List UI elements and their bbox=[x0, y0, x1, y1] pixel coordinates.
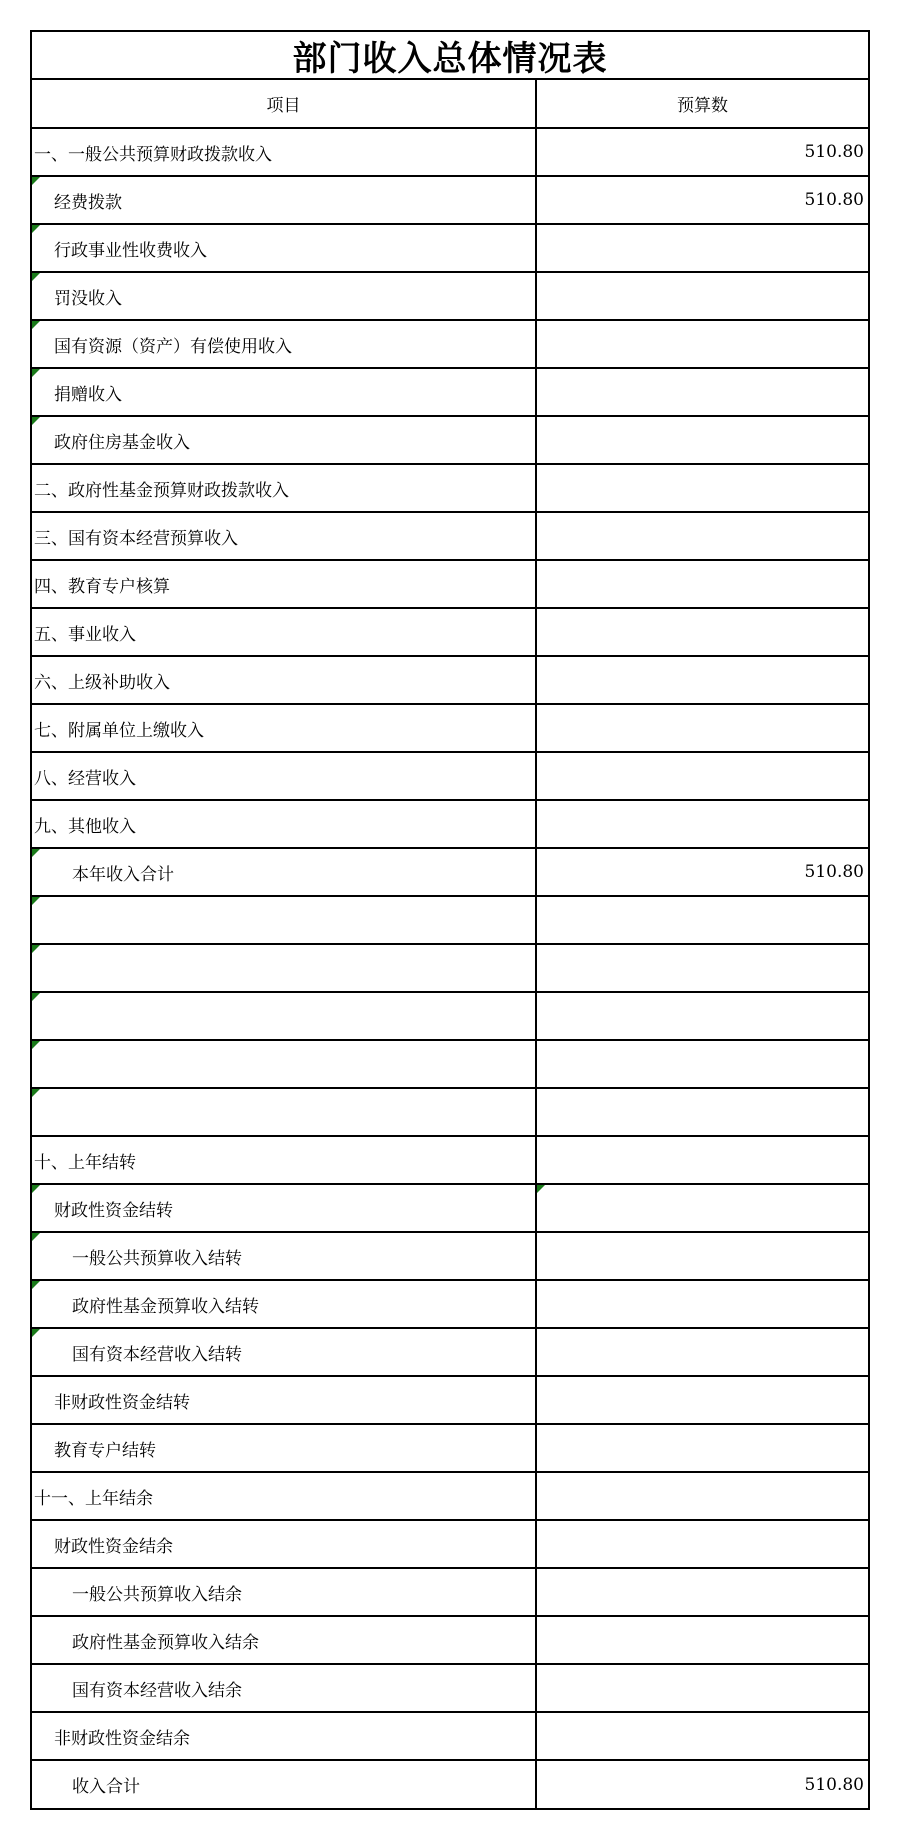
table-row bbox=[32, 848, 868, 896]
table-row bbox=[32, 1568, 868, 1616]
row-value-cell[interactable] bbox=[536, 1232, 868, 1280]
row-item-label[interactable]: 一般公共预算收入结余 bbox=[32, 1568, 536, 1616]
table-row bbox=[32, 1712, 868, 1760]
row-value-cell[interactable]: 510.80 bbox=[536, 128, 868, 176]
row-item-label[interactable]: 政府性基金预算收入结余 bbox=[32, 1616, 536, 1664]
table-row bbox=[32, 128, 868, 176]
row-value-cell[interactable] bbox=[536, 1712, 868, 1760]
table-row bbox=[32, 800, 868, 848]
row-value-cell[interactable] bbox=[536, 896, 868, 944]
row-item-label[interactable] bbox=[32, 1040, 536, 1088]
row-item-label[interactable]: 非财政性资金结转 bbox=[32, 1376, 536, 1424]
table-row bbox=[32, 1184, 868, 1232]
row-value-cell[interactable]: 510.80 bbox=[536, 176, 868, 224]
table-row bbox=[32, 1040, 868, 1088]
table-row bbox=[32, 416, 868, 464]
table-row bbox=[32, 1424, 868, 1472]
row-item-label[interactable] bbox=[32, 1088, 536, 1136]
row-value-cell[interactable] bbox=[536, 464, 868, 512]
row-item-label[interactable]: 九、其他收入 bbox=[32, 800, 536, 848]
row-value-cell[interactable] bbox=[536, 1472, 868, 1520]
row-item-label[interactable]: 本年收入合计 bbox=[32, 848, 536, 896]
row-value-cell[interactable] bbox=[536, 272, 868, 320]
row-item-label[interactable]: 一、一般公共预算财政拨款收入 bbox=[32, 128, 536, 176]
row-item-label[interactable] bbox=[32, 896, 536, 944]
row-value-cell[interactable] bbox=[536, 512, 868, 560]
row-item-label[interactable]: 捐赠收入 bbox=[32, 368, 536, 416]
table-row bbox=[32, 1616, 868, 1664]
table-row bbox=[32, 272, 868, 320]
row-item-label[interactable]: 国有资本经营收入结转 bbox=[32, 1328, 536, 1376]
row-item-label[interactable]: 六、上级补助收入 bbox=[32, 656, 536, 704]
column-header-value: 预算数 bbox=[536, 80, 868, 128]
row-item-label[interactable]: 国有资源（资产）有偿使用收入 bbox=[32, 320, 536, 368]
table-row bbox=[32, 1232, 868, 1280]
table-row bbox=[32, 176, 868, 224]
row-item-label[interactable]: 收入合计 bbox=[32, 1760, 536, 1808]
row-item-label[interactable]: 非财政性资金结余 bbox=[32, 1712, 536, 1760]
row-item-label[interactable]: 财政性资金结余 bbox=[32, 1520, 536, 1568]
row-value-cell[interactable] bbox=[536, 1664, 868, 1712]
row-value-cell[interactable] bbox=[536, 1376, 868, 1424]
table-row bbox=[32, 1472, 868, 1520]
row-value-cell[interactable] bbox=[536, 944, 868, 992]
row-value-cell[interactable] bbox=[536, 1520, 868, 1568]
row-value-cell[interactable] bbox=[536, 1568, 868, 1616]
row-item-label[interactable]: 财政性资金结转 bbox=[32, 1184, 536, 1232]
table-row bbox=[32, 608, 868, 656]
table-row bbox=[32, 1088, 868, 1136]
row-value-cell[interactable] bbox=[536, 656, 868, 704]
row-item-label[interactable]: 二、政府性基金预算财政拨款收入 bbox=[32, 464, 536, 512]
row-item-label[interactable]: 行政事业性收费收入 bbox=[32, 224, 536, 272]
row-item-label[interactable]: 八、经营收入 bbox=[32, 752, 536, 800]
table-row bbox=[32, 1376, 868, 1424]
row-item-label[interactable]: 政府性基金预算收入结转 bbox=[32, 1280, 536, 1328]
table-row bbox=[32, 1328, 868, 1376]
income-table bbox=[32, 80, 868, 1808]
row-item-label[interactable]: 国有资本经营收入结余 bbox=[32, 1664, 536, 1712]
row-value-cell[interactable] bbox=[536, 992, 868, 1040]
row-item-label[interactable]: 七、附属单位上缴收入 bbox=[32, 704, 536, 752]
table-row bbox=[32, 368, 868, 416]
table-row bbox=[32, 752, 868, 800]
table-row bbox=[32, 512, 868, 560]
row-value-cell[interactable] bbox=[536, 560, 868, 608]
table-row bbox=[32, 224, 868, 272]
row-value-cell[interactable] bbox=[536, 224, 868, 272]
table-row bbox=[32, 896, 868, 944]
row-item-label[interactable]: 四、教育专户核算 bbox=[32, 560, 536, 608]
row-value-cell[interactable] bbox=[536, 1040, 868, 1088]
table-row bbox=[32, 560, 868, 608]
row-value-cell[interactable]: 510.80 bbox=[804, 1774, 864, 1795]
table-row bbox=[32, 320, 868, 368]
table-row bbox=[32, 944, 868, 992]
row-item-label[interactable]: 三、国有资本经营预算收入 bbox=[32, 512, 536, 560]
row-value-cell[interactable] bbox=[536, 1328, 868, 1376]
row-item-label[interactable] bbox=[32, 944, 536, 992]
row-item-label[interactable]: 罚没收入 bbox=[32, 272, 536, 320]
row-value-cell[interactable] bbox=[536, 1280, 868, 1328]
table-row bbox=[32, 1760, 868, 1808]
row-value-cell[interactable] bbox=[536, 608, 868, 656]
row-item-label[interactable]: 十一、上年结余 bbox=[32, 1472, 536, 1520]
row-value-cell[interactable]: 510.80 bbox=[536, 848, 868, 896]
row-value-cell[interactable] bbox=[536, 704, 868, 752]
row-item-label[interactable]: 政府住房基金收入 bbox=[32, 416, 536, 464]
header-row bbox=[32, 80, 868, 128]
row-value-cell[interactable] bbox=[536, 416, 868, 464]
table-row bbox=[32, 464, 868, 512]
row-value-cell[interactable] bbox=[536, 800, 868, 848]
row-value-cell[interactable] bbox=[536, 752, 868, 800]
row-item-label[interactable]: 五、事业收入 bbox=[32, 608, 536, 656]
table-row bbox=[32, 1280, 868, 1328]
table-row bbox=[32, 992, 868, 1040]
row-item-label[interactable]: 一般公共预算收入结转 bbox=[32, 1232, 536, 1280]
row-item-label[interactable]: 十、上年结转 bbox=[32, 1136, 536, 1184]
row-item-label[interactable] bbox=[32, 992, 536, 1040]
row-value-cell[interactable] bbox=[536, 1088, 868, 1136]
table-row bbox=[32, 656, 868, 704]
table-row bbox=[32, 1664, 868, 1712]
row-value-cell[interactable] bbox=[536, 1184, 868, 1232]
row-item-label[interactable]: 教育专户结转 bbox=[32, 1424, 536, 1472]
row-value-cell[interactable] bbox=[536, 1424, 868, 1472]
column-header-item: 项目 bbox=[32, 80, 536, 128]
table-row bbox=[32, 1136, 868, 1184]
row-value-cell[interactable] bbox=[536, 368, 868, 416]
income-summary-table bbox=[30, 30, 870, 1810]
row-value-cell[interactable] bbox=[536, 1136, 868, 1184]
table-row bbox=[32, 1520, 868, 1568]
row-value-cell[interactable] bbox=[536, 1616, 868, 1664]
row-item-label[interactable]: 经费拨款 bbox=[32, 176, 536, 224]
table-title: 部门收入总体情况表 bbox=[32, 32, 868, 80]
row-value-cell[interactable] bbox=[536, 320, 868, 368]
table-row bbox=[32, 704, 868, 752]
